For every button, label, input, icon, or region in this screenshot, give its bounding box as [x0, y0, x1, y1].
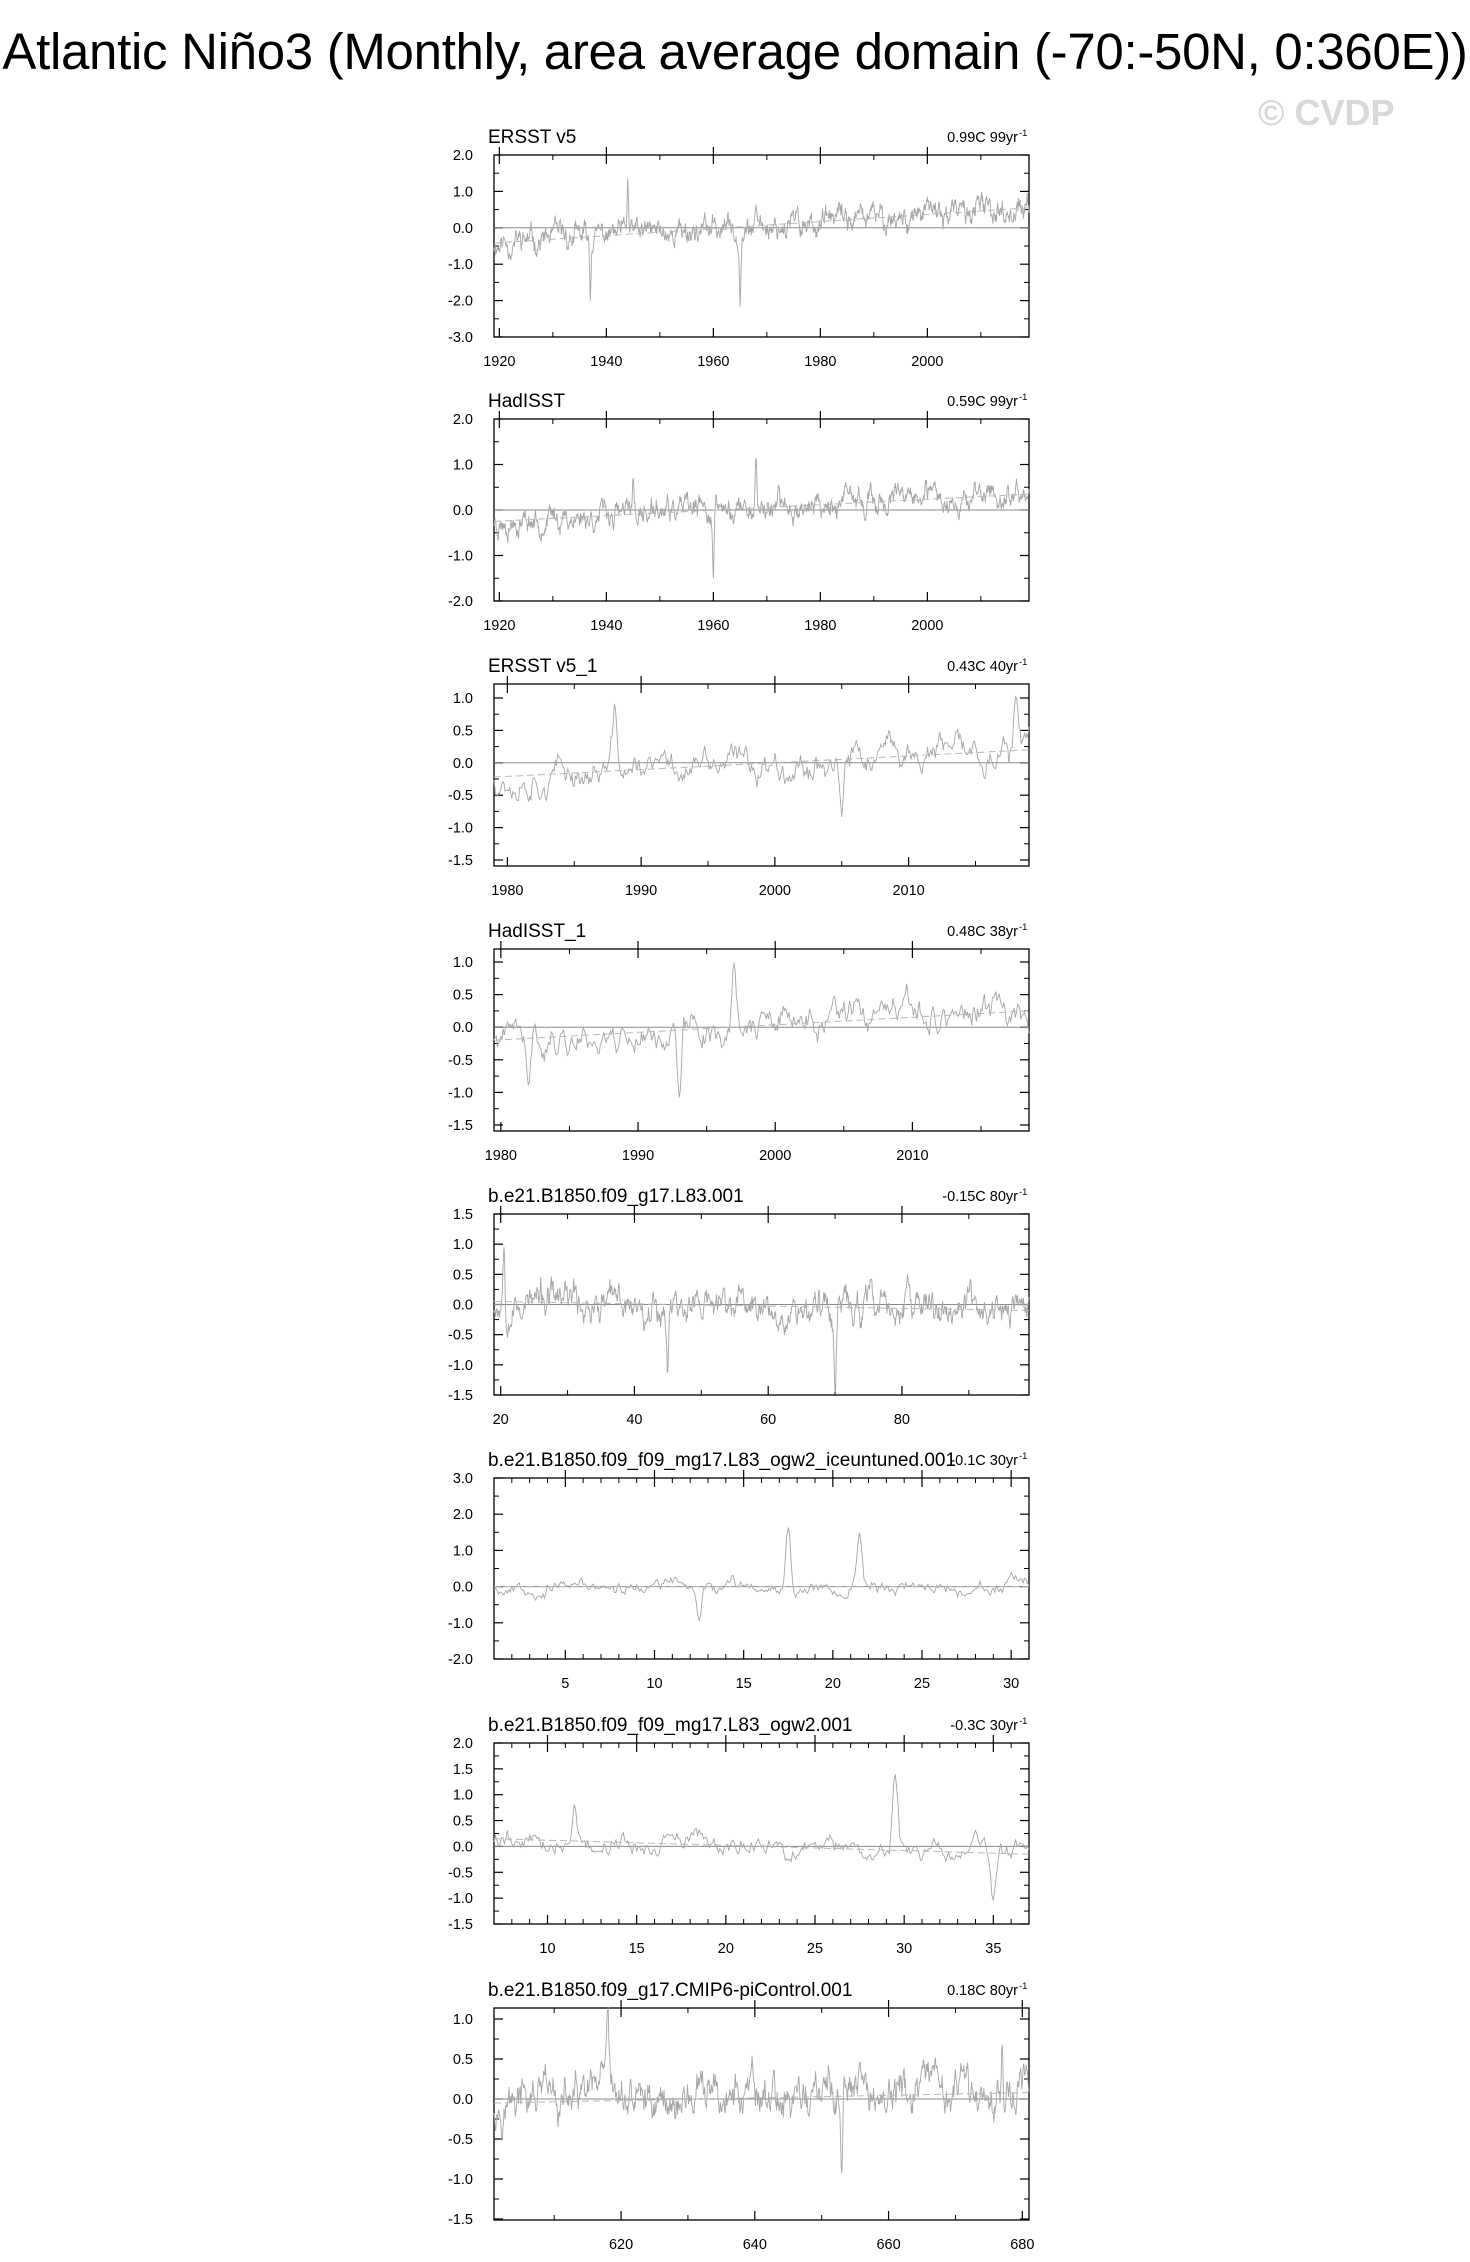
- x-tick-label: 2010: [896, 1148, 929, 1164]
- y-tick-label: -1.5: [448, 1917, 473, 1933]
- x-tick-label: 40: [626, 1412, 643, 1428]
- x-tick-label: 1920: [483, 354, 516, 370]
- x-tick-label: 2000: [911, 354, 944, 370]
- x-tick-label: 1980: [491, 883, 524, 899]
- chart-panel-4: [448, 921, 1029, 1164]
- y-tick-label: -1.0: [448, 820, 473, 837]
- plot-frame: [494, 949, 1029, 1131]
- y-tick-label: -2.0: [448, 1652, 473, 1668]
- y-tick-label: -0.5: [448, 1865, 473, 1882]
- trend-label-exponent: -1: [1019, 392, 1028, 403]
- y-tick-label: -2.0: [448, 293, 473, 310]
- y-tick-label: 0.5: [452, 987, 473, 1004]
- x-tick-label: 5: [561, 1676, 570, 1692]
- plot-frame: [494, 684, 1029, 866]
- y-tick-label: 3.0: [452, 1471, 473, 1487]
- x-tick-label: 2000: [911, 618, 944, 634]
- trend-label: -0.3C 30yr: [950, 1718, 1018, 1734]
- y-tick-label: -2.0: [448, 594, 473, 610]
- y-tick-label: -1.5: [448, 2212, 473, 2228]
- trend-label-exponent: -1: [1019, 1451, 1028, 1462]
- y-tick-label: 0.0: [452, 1020, 473, 1037]
- y-tick-label: 1.5: [452, 1761, 473, 1778]
- anomaly-series: [494, 1774, 1029, 1900]
- x-tick-label: 620: [608, 2237, 634, 2253]
- panel-title: b.e21.B1850.f09_f09_mg17.L83_ogw2.001: [488, 1715, 853, 1736]
- trend-label-exponent: -1: [1019, 1187, 1028, 1198]
- page-title: Atlantic Niño3 (Monthly, area average domain (-70:-50N, 0:360E)): [2, 23, 1468, 80]
- y-tick-label: 1.0: [452, 1543, 473, 1560]
- x-tick-label: 25: [913, 1676, 931, 1692]
- x-tick-label: 680: [1010, 2237, 1035, 2253]
- y-tick-label: -1.0: [448, 1085, 473, 1102]
- y-tick-label: -1.0: [448, 2172, 473, 2188]
- panel-title: b.e21.B1850.f09_g17.L83.001: [488, 1186, 744, 1207]
- x-tick-label: 80: [893, 1412, 911, 1428]
- y-tick-label: 0.0: [452, 2092, 473, 2108]
- x-tick-label: 1980: [804, 618, 837, 634]
- y-tick-label: 0.5: [452, 1267, 473, 1284]
- trend-label: 0.99C 99yr: [947, 130, 1018, 146]
- x-tick-label: 15: [628, 1941, 645, 1957]
- y-tick-label: -1.0: [448, 548, 473, 565]
- y-tick-label: 1.0: [452, 1237, 473, 1254]
- y-tick-label: 0.0: [452, 1579, 473, 1596]
- y-tick-label: -1.5: [448, 853, 473, 869]
- x-tick-label: 2000: [759, 1148, 792, 1164]
- y-tick-label: 1.0: [452, 1787, 473, 1804]
- panel-title: b.e21.B1850.f09_f09_mg17.L83_ogw2_iceuntuned.001: [488, 1450, 957, 1471]
- trend-label-exponent: -1: [1019, 1981, 1028, 1992]
- panel-title: HadISST: [488, 391, 566, 412]
- x-tick-label: 30: [1003, 1676, 1020, 1692]
- y-tick-label: -3.0: [448, 330, 473, 346]
- x-tick-label: 20: [824, 1676, 841, 1692]
- chart-panel-8: [448, 1980, 1034, 2253]
- y-tick-label: -1.0: [448, 1891, 473, 1908]
- trend-label-exponent: -1: [1019, 1716, 1028, 1727]
- chart-panel-1: [448, 127, 1029, 370]
- trend-label-exponent: -1: [1019, 922, 1028, 933]
- x-tick-label: 15: [735, 1676, 752, 1692]
- y-tick-label: 1.0: [452, 955, 473, 971]
- x-tick-label: 1990: [624, 883, 658, 899]
- anomaly-series: [494, 2007, 1029, 2173]
- y-tick-label: 0.0: [452, 1297, 473, 1314]
- chart-panel-3: [448, 656, 1029, 899]
- y-tick-label: 1.5: [452, 1207, 473, 1223]
- x-tick-label: 1990: [621, 1148, 655, 1164]
- anomaly-series: [494, 963, 1029, 1098]
- y-tick-label: 0.5: [452, 1813, 473, 1830]
- chart-panel-2: [448, 391, 1029, 634]
- y-tick-label: -1.0: [448, 1357, 473, 1374]
- y-tick-label: 2.0: [452, 148, 473, 164]
- chart-panel-7: [448, 1715, 1029, 1957]
- y-tick-label: 0.0: [452, 1839, 473, 1856]
- x-tick-label: 20: [492, 1412, 509, 1428]
- panel-title: HadISST_1: [488, 921, 587, 942]
- panel-title: ERSST v5_1: [488, 656, 598, 677]
- x-tick-label: 2010: [892, 883, 925, 899]
- x-tick-label: 1980: [484, 1148, 517, 1164]
- y-tick-label: -1.5: [448, 1118, 473, 1134]
- trend-label: 0.43C 40yr: [947, 659, 1018, 675]
- trend-line: [494, 1011, 1029, 1040]
- plot-frame: [494, 2008, 1029, 2220]
- chart-panel-5: [448, 1186, 1029, 1428]
- y-tick-label: -0.5: [448, 1327, 473, 1344]
- anomaly-series: [494, 458, 1029, 578]
- x-tick-label: 2000: [758, 883, 792, 899]
- x-tick-label: 1960: [697, 618, 730, 634]
- y-tick-label: 2.0: [452, 412, 473, 428]
- panel-title: ERSST v5: [488, 127, 577, 148]
- x-tick-label: 640: [742, 2237, 767, 2253]
- x-tick-label: 1980: [804, 354, 837, 370]
- trend-label: 0.59C 99yr: [947, 394, 1018, 410]
- y-tick-label: 1.0: [452, 2012, 473, 2028]
- y-tick-label: 0.0: [452, 503, 473, 519]
- x-tick-label: 60: [760, 1412, 777, 1428]
- x-tick-label: 30: [896, 1941, 913, 1957]
- chart-panel-6: [448, 1450, 1029, 1692]
- plot-frame: [494, 155, 1029, 337]
- plot-frame: [494, 1743, 1029, 1924]
- trend-label-exponent: -1: [1019, 657, 1028, 668]
- anomaly-series: [494, 1528, 1029, 1621]
- x-tick-label: 25: [806, 1941, 824, 1957]
- y-tick-label: -0.5: [448, 788, 473, 805]
- trend-label: 0.48C 38yr: [947, 924, 1018, 940]
- plot-frame: [494, 1478, 1029, 1659]
- y-tick-label: -0.5: [448, 1052, 473, 1069]
- cvdp-watermark: © CVDP: [1258, 92, 1395, 133]
- y-tick-label: 2.0: [452, 1736, 473, 1752]
- y-tick-label: 1.0: [452, 184, 473, 201]
- x-tick-label: 1960: [697, 354, 730, 370]
- trend-label: 0.18C 80yr: [947, 1983, 1018, 1999]
- y-tick-label: -1.0: [448, 1615, 473, 1632]
- anomaly-series: [494, 697, 1029, 817]
- x-tick-label: 1920: [483, 618, 516, 634]
- y-tick-label: 2.0: [452, 1507, 473, 1524]
- trend-label: -0.1C 30yr: [950, 1453, 1018, 1469]
- x-tick-label: 10: [646, 1676, 663, 1692]
- trend-label: -0.15C 80yr: [942, 1189, 1018, 1205]
- y-tick-label: 1.0: [452, 691, 473, 707]
- x-tick-label: 10: [539, 1941, 556, 1957]
- x-tick-label: 1940: [590, 618, 623, 634]
- anomaly-series: [494, 1247, 1029, 1392]
- anomaly-series: [494, 178, 1029, 306]
- y-tick-label: 0.5: [452, 723, 473, 740]
- y-tick-label: -1.5: [448, 1388, 473, 1404]
- trend-label-exponent: -1: [1019, 128, 1028, 139]
- y-tick-label: 0.0: [452, 755, 473, 772]
- x-tick-label: 1940: [590, 354, 623, 370]
- y-tick-label: 0.0: [452, 220, 473, 237]
- trend-line: [494, 494, 1029, 521]
- y-tick-label: 0.5: [452, 2052, 473, 2068]
- x-tick-label: 20: [717, 1941, 734, 1957]
- y-tick-label: 1.0: [452, 457, 473, 474]
- y-tick-label: -0.5: [448, 2132, 473, 2148]
- panel-title: b.e21.B1850.f09_g17.CMIP6-piControl.001: [488, 1980, 853, 2001]
- y-tick-label: -1.0: [448, 257, 473, 274]
- x-tick-label: 660: [876, 2237, 901, 2253]
- x-tick-label: 35: [985, 1941, 1002, 1957]
